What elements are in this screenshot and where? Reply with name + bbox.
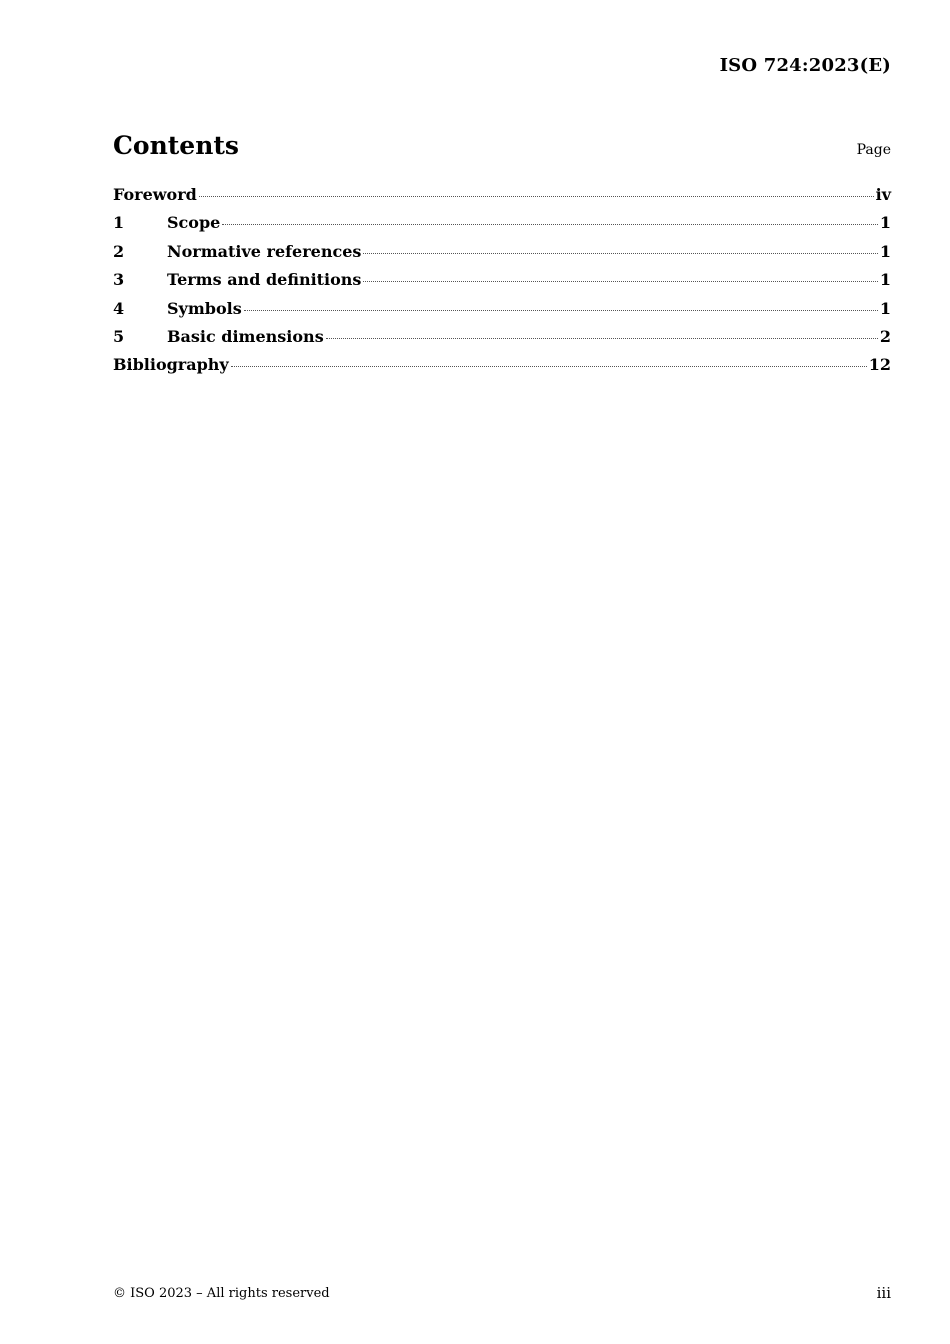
toc-entry-page: 12 <box>868 355 891 375</box>
toc-entry-foreword[interactable] <box>113 185 891 213</box>
toc-entry-symbols[interactable] <box>113 299 891 327</box>
dot-leader <box>199 196 874 197</box>
toc-entry-label: Symbols <box>167 298 242 318</box>
toc-entry-label: Bibliography <box>113 355 229 375</box>
page-column-label: Page <box>856 142 891 158</box>
toc-entry-label: Scope <box>167 213 221 233</box>
toc-entry-bibliography[interactable] <box>113 355 891 383</box>
contents-title: Contents <box>113 131 240 160</box>
toc-entry-page: 1 <box>879 298 891 318</box>
toc-entry-number: 4 <box>113 298 125 318</box>
toc-entry-basic-dimensions[interactable] <box>113 327 891 355</box>
toc-entry-page: 1 <box>879 270 891 290</box>
toc-entry-number: 3 <box>113 270 125 290</box>
toc-entry-scope[interactable] <box>113 213 891 241</box>
toc-entry-page: 1 <box>879 213 891 233</box>
toc-entry-number: 1 <box>113 213 125 233</box>
dot-leader <box>363 253 877 254</box>
copyright-notice: © ISO 2023 – All rights reserved <box>113 1286 330 1301</box>
dot-leader <box>326 338 878 339</box>
toc-entry-page: iv <box>875 185 891 204</box>
toc-entry-terms-and-definitions[interactable] <box>113 270 891 298</box>
contents-header <box>113 131 891 160</box>
toc-entry-label: Foreword <box>113 185 197 204</box>
toc-entry-label: Normative references <box>167 241 362 261</box>
toc-entry-label: Basic dimensions <box>167 326 324 346</box>
page-number: iii <box>876 1284 891 1302</box>
toc-entry-page: 2 <box>879 326 891 346</box>
dot-leader <box>222 224 878 225</box>
toc-entry-normative-references[interactable] <box>113 242 891 270</box>
toc-entry-number: 2 <box>113 241 125 261</box>
toc-entry-number: 5 <box>113 326 125 346</box>
dot-leader <box>244 310 878 311</box>
dot-leader <box>231 366 867 367</box>
document-id: ISO 724:2023(E) <box>719 55 891 76</box>
table-of-contents <box>113 185 891 384</box>
dot-leader <box>363 281 877 282</box>
toc-entry-page: 1 <box>879 241 891 261</box>
toc-entry-label: Terms and definitions <box>167 270 362 290</box>
